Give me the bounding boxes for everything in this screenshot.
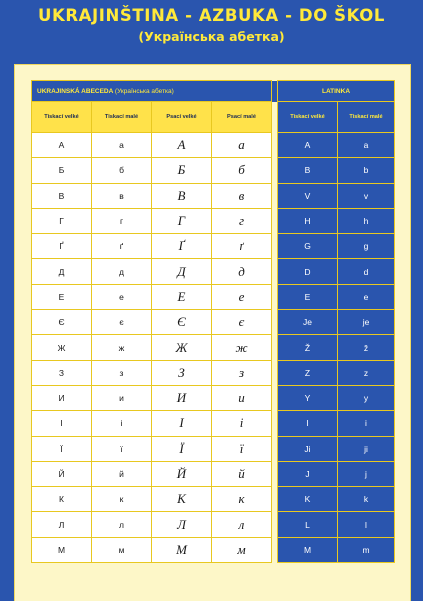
cz-group-header-uk: (Українська абетка)	[114, 87, 174, 95]
printed-lowercase-cell: ґ	[92, 234, 152, 259]
printed-uppercase-cell: Д	[32, 259, 92, 284]
latin-lowercase-cell: k	[338, 487, 395, 512]
printed-lowercase-cell: ж	[92, 335, 152, 360]
latin-lowercase-cell: g	[338, 234, 395, 259]
printed-uppercase-cell: Ї	[32, 436, 92, 461]
printed-lowercase-cell: і	[92, 411, 152, 436]
col-header-print-lower: Tiskací malé	[92, 102, 152, 133]
latin-lowercase-cell: h	[338, 208, 395, 233]
printed-lowercase-cell: в	[92, 183, 152, 208]
latin-lowercase-cell: v	[338, 183, 395, 208]
script-uppercase-cell: І	[152, 411, 212, 436]
table-row	[32, 158, 395, 183]
page-title: UKRAJINŠTINA - AZBUKA - DO ŠKOL	[37, 6, 386, 25]
latin-lowercase-cell: l	[338, 512, 395, 537]
latin-lowercase-cell: b	[338, 158, 395, 183]
table-row	[32, 259, 395, 284]
printed-lowercase-cell: є	[92, 310, 152, 335]
printed-lowercase-cell: ї	[92, 436, 152, 461]
latin-uppercase-cell: H	[278, 208, 338, 233]
printed-uppercase-cell: В	[32, 183, 92, 208]
printed-uppercase-cell: Ґ	[32, 234, 92, 259]
table-row	[32, 512, 395, 537]
printed-lowercase-cell: к	[92, 487, 152, 512]
latin-lowercase-cell: e	[338, 284, 395, 309]
printed-lowercase-cell: г	[92, 208, 152, 233]
printed-uppercase-cell: Б	[32, 158, 92, 183]
script-uppercase-cell: А	[152, 133, 212, 158]
table-row	[32, 208, 395, 233]
latin-uppercase-cell: I	[278, 411, 338, 436]
latin-uppercase-cell: Ž	[278, 335, 338, 360]
printed-lowercase-cell: м	[92, 537, 152, 562]
script-lowercase-cell: а	[212, 133, 272, 158]
latin-lowercase-cell: d	[338, 259, 395, 284]
script-lowercase-cell: к	[212, 487, 272, 512]
alphabet-sheet	[14, 64, 411, 601]
table-row	[32, 183, 395, 208]
table-row	[32, 487, 395, 512]
printed-uppercase-cell: К	[32, 487, 92, 512]
latin-lowercase-cell: ji	[338, 436, 395, 461]
script-uppercase-cell: Е	[152, 284, 212, 309]
printed-lowercase-cell: и	[92, 385, 152, 410]
script-lowercase-cell: ї	[212, 436, 272, 461]
table-row	[32, 133, 395, 158]
column-header-row	[32, 102, 395, 133]
latin-lowercase-cell: m	[338, 537, 395, 562]
script-lowercase-cell: в	[212, 183, 272, 208]
printed-lowercase-cell: е	[92, 284, 152, 309]
latin-uppercase-cell: V	[278, 183, 338, 208]
latin-uppercase-cell: G	[278, 234, 338, 259]
group-header-row	[32, 81, 395, 102]
latin-lowercase-cell: je	[338, 310, 395, 335]
script-uppercase-cell: В	[152, 183, 212, 208]
table-row	[32, 461, 395, 486]
script-uppercase-cell: Г	[152, 208, 212, 233]
latin-uppercase-cell: L	[278, 512, 338, 537]
latin-uppercase-cell: Y	[278, 385, 338, 410]
script-uppercase-cell: Ж	[152, 335, 212, 360]
table-row	[32, 436, 395, 461]
latin-lowercase-cell: ž	[338, 335, 395, 360]
printed-uppercase-cell: Е	[32, 284, 92, 309]
script-uppercase-cell: З	[152, 360, 212, 385]
script-lowercase-cell: з	[212, 360, 272, 385]
latin-uppercase-cell: K	[278, 487, 338, 512]
alphabet-table	[31, 80, 395, 563]
table-row	[32, 234, 395, 259]
script-lowercase-cell: л	[212, 512, 272, 537]
script-lowercase-cell: є	[212, 310, 272, 335]
script-lowercase-cell: й	[212, 461, 272, 486]
table-row	[32, 335, 395, 360]
printed-lowercase-cell: з	[92, 360, 152, 385]
table-row	[32, 310, 395, 335]
col-header-print-upper: Tiskací velké	[32, 102, 92, 133]
latin-uppercase-cell: Z	[278, 360, 338, 385]
latin-lowercase-cell: a	[338, 133, 395, 158]
printed-lowercase-cell: л	[92, 512, 152, 537]
script-uppercase-cell: Й	[152, 461, 212, 486]
script-lowercase-cell: м	[212, 537, 272, 562]
printed-uppercase-cell: Г	[32, 208, 92, 233]
printed-uppercase-cell: И	[32, 385, 92, 410]
col-header-script-upper: Psací velké	[152, 102, 212, 133]
printed-uppercase-cell: Й	[32, 461, 92, 486]
script-lowercase-cell: ґ	[212, 234, 272, 259]
script-uppercase-cell: М	[152, 537, 212, 562]
col-header-latin-upper: Tiskací velké	[278, 102, 338, 133]
cz-group-header-bold: UKRAJINSKÁ ABECEDA	[37, 87, 114, 95]
table-row	[32, 411, 395, 436]
script-uppercase-cell: К	[152, 487, 212, 512]
latin-uppercase-cell: Je	[278, 310, 338, 335]
printed-uppercase-cell: Є	[32, 310, 92, 335]
printed-lowercase-cell: б	[92, 158, 152, 183]
col-header-latin-lower: Tiskací malé	[338, 102, 395, 133]
latin-uppercase-cell: D	[278, 259, 338, 284]
latin-uppercase-cell: J	[278, 461, 338, 486]
script-uppercase-cell: Д	[152, 259, 212, 284]
latin-uppercase-cell: M	[278, 537, 338, 562]
script-lowercase-cell: и	[212, 385, 272, 410]
latin-uppercase-cell: Ji	[278, 436, 338, 461]
latin-uppercase-cell: B	[278, 158, 338, 183]
script-uppercase-cell: И	[152, 385, 212, 410]
script-uppercase-cell: Б	[152, 158, 212, 183]
printed-lowercase-cell: а	[92, 133, 152, 158]
printed-lowercase-cell: й	[92, 461, 152, 486]
latin-lowercase-cell: z	[338, 360, 395, 385]
script-lowercase-cell: і	[212, 411, 272, 436]
table-row	[32, 385, 395, 410]
table-row	[32, 360, 395, 385]
cz-group-header	[32, 81, 272, 102]
table-row	[32, 284, 395, 309]
script-lowercase-cell: е	[212, 284, 272, 309]
printed-uppercase-cell: Л	[32, 512, 92, 537]
script-uppercase-cell: Є	[152, 310, 212, 335]
lat-group-header: LATINKA	[278, 81, 395, 102]
latin-lowercase-cell: j	[338, 461, 395, 486]
latin-uppercase-cell: E	[278, 284, 338, 309]
script-lowercase-cell: б	[212, 158, 272, 183]
printed-uppercase-cell: А	[32, 133, 92, 158]
page-subtitle: (Українська абетка)	[138, 29, 285, 44]
script-lowercase-cell: д	[212, 259, 272, 284]
col-header-script-lower: Psací malé	[212, 102, 272, 133]
latin-lowercase-cell: i	[338, 411, 395, 436]
printed-uppercase-cell: Ж	[32, 335, 92, 360]
script-uppercase-cell: Ї	[152, 436, 212, 461]
script-uppercase-cell: Ґ	[152, 234, 212, 259]
script-uppercase-cell: Л	[152, 512, 212, 537]
printed-lowercase-cell: д	[92, 259, 152, 284]
latin-lowercase-cell: y	[338, 385, 395, 410]
printed-uppercase-cell: І	[32, 411, 92, 436]
table-row	[32, 537, 395, 562]
script-lowercase-cell: г	[212, 208, 272, 233]
latin-uppercase-cell: A	[278, 133, 338, 158]
printed-uppercase-cell: М	[32, 537, 92, 562]
script-lowercase-cell: ж	[212, 335, 272, 360]
alphabet-rows	[32, 133, 395, 563]
printed-uppercase-cell: З	[32, 360, 92, 385]
